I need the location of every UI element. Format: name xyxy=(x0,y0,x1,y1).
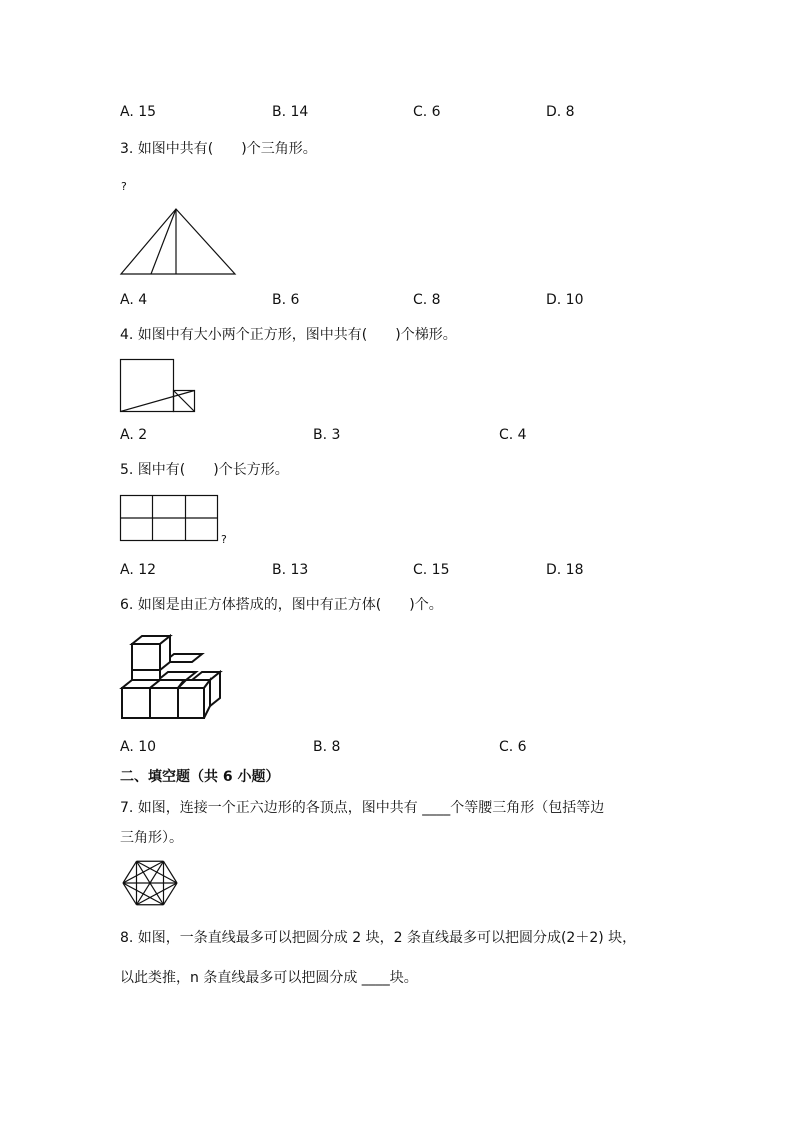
q3-triangle-figure xyxy=(118,206,238,276)
q3-mark: ? xyxy=(121,180,127,193)
q2-option-d[interactable]: D. 8 xyxy=(546,104,575,120)
q8-line-2: 以此类推，n 条直线最多可以把圆分成 ____块。 xyxy=(120,970,418,986)
q3-option-a[interactable]: A. 4 xyxy=(120,292,148,308)
q2-option-c[interactable]: C. 6 xyxy=(413,104,441,120)
section-2-heading: 二、填空题（共 6 小题） xyxy=(120,769,280,785)
q5-stem: 5. 图中有( )个长方形。 xyxy=(120,462,289,478)
q3-option-b[interactable]: B. 6 xyxy=(272,292,300,308)
q8-line-1: 8. 如图，一条直线最多可以把圆分成 2 块，2 条直线最多可以把圆分成(2＋2) 块， xyxy=(120,930,637,946)
q3-option-d[interactable]: D. 10 xyxy=(546,292,584,308)
q3-option-c[interactable]: C. 8 xyxy=(413,292,441,308)
q5-option-d[interactable]: D. 18 xyxy=(546,562,584,578)
q6-option-b[interactable]: B. 8 xyxy=(313,739,341,755)
q5-option-c[interactable]: C. 15 xyxy=(413,562,450,578)
q4-option-b[interactable]: B. 3 xyxy=(313,427,341,443)
q6-option-c[interactable]: C. 6 xyxy=(499,739,527,755)
q7-hexagon-figure xyxy=(118,856,182,912)
q6-cubes-figure xyxy=(118,632,224,722)
q4-stem: 4. 如图中有大小两个正方形，图中共有( )个梯形。 xyxy=(120,327,457,343)
q5-rectangle-grid-figure xyxy=(119,494,221,544)
q7-line-1: 7. 如图，连接一个正六边形的各顶点，图中共有 ____个等腰三角形（包括等边 xyxy=(120,800,605,816)
q6-option-a[interactable]: A. 10 xyxy=(120,739,157,755)
q7-line-2: 三角形）。 xyxy=(120,830,183,846)
q4-option-c[interactable]: C. 4 xyxy=(499,427,527,443)
q5-option-a[interactable]: A. 12 xyxy=(120,562,157,578)
q2-option-a[interactable]: A. 15 xyxy=(120,104,157,120)
q5-mark: ? xyxy=(221,533,227,546)
q4-option-a[interactable]: A. 2 xyxy=(120,427,148,443)
q6-stem: 6. 如图是由正方体搭成的，图中有正方体( )个。 xyxy=(120,597,443,613)
q5-option-b[interactable]: B. 13 xyxy=(272,562,309,578)
q4-squares-figure xyxy=(119,358,199,414)
q2-option-b[interactable]: B. 14 xyxy=(272,104,309,120)
q3-stem: 3. 如图中共有( )个三角形。 xyxy=(120,141,317,157)
